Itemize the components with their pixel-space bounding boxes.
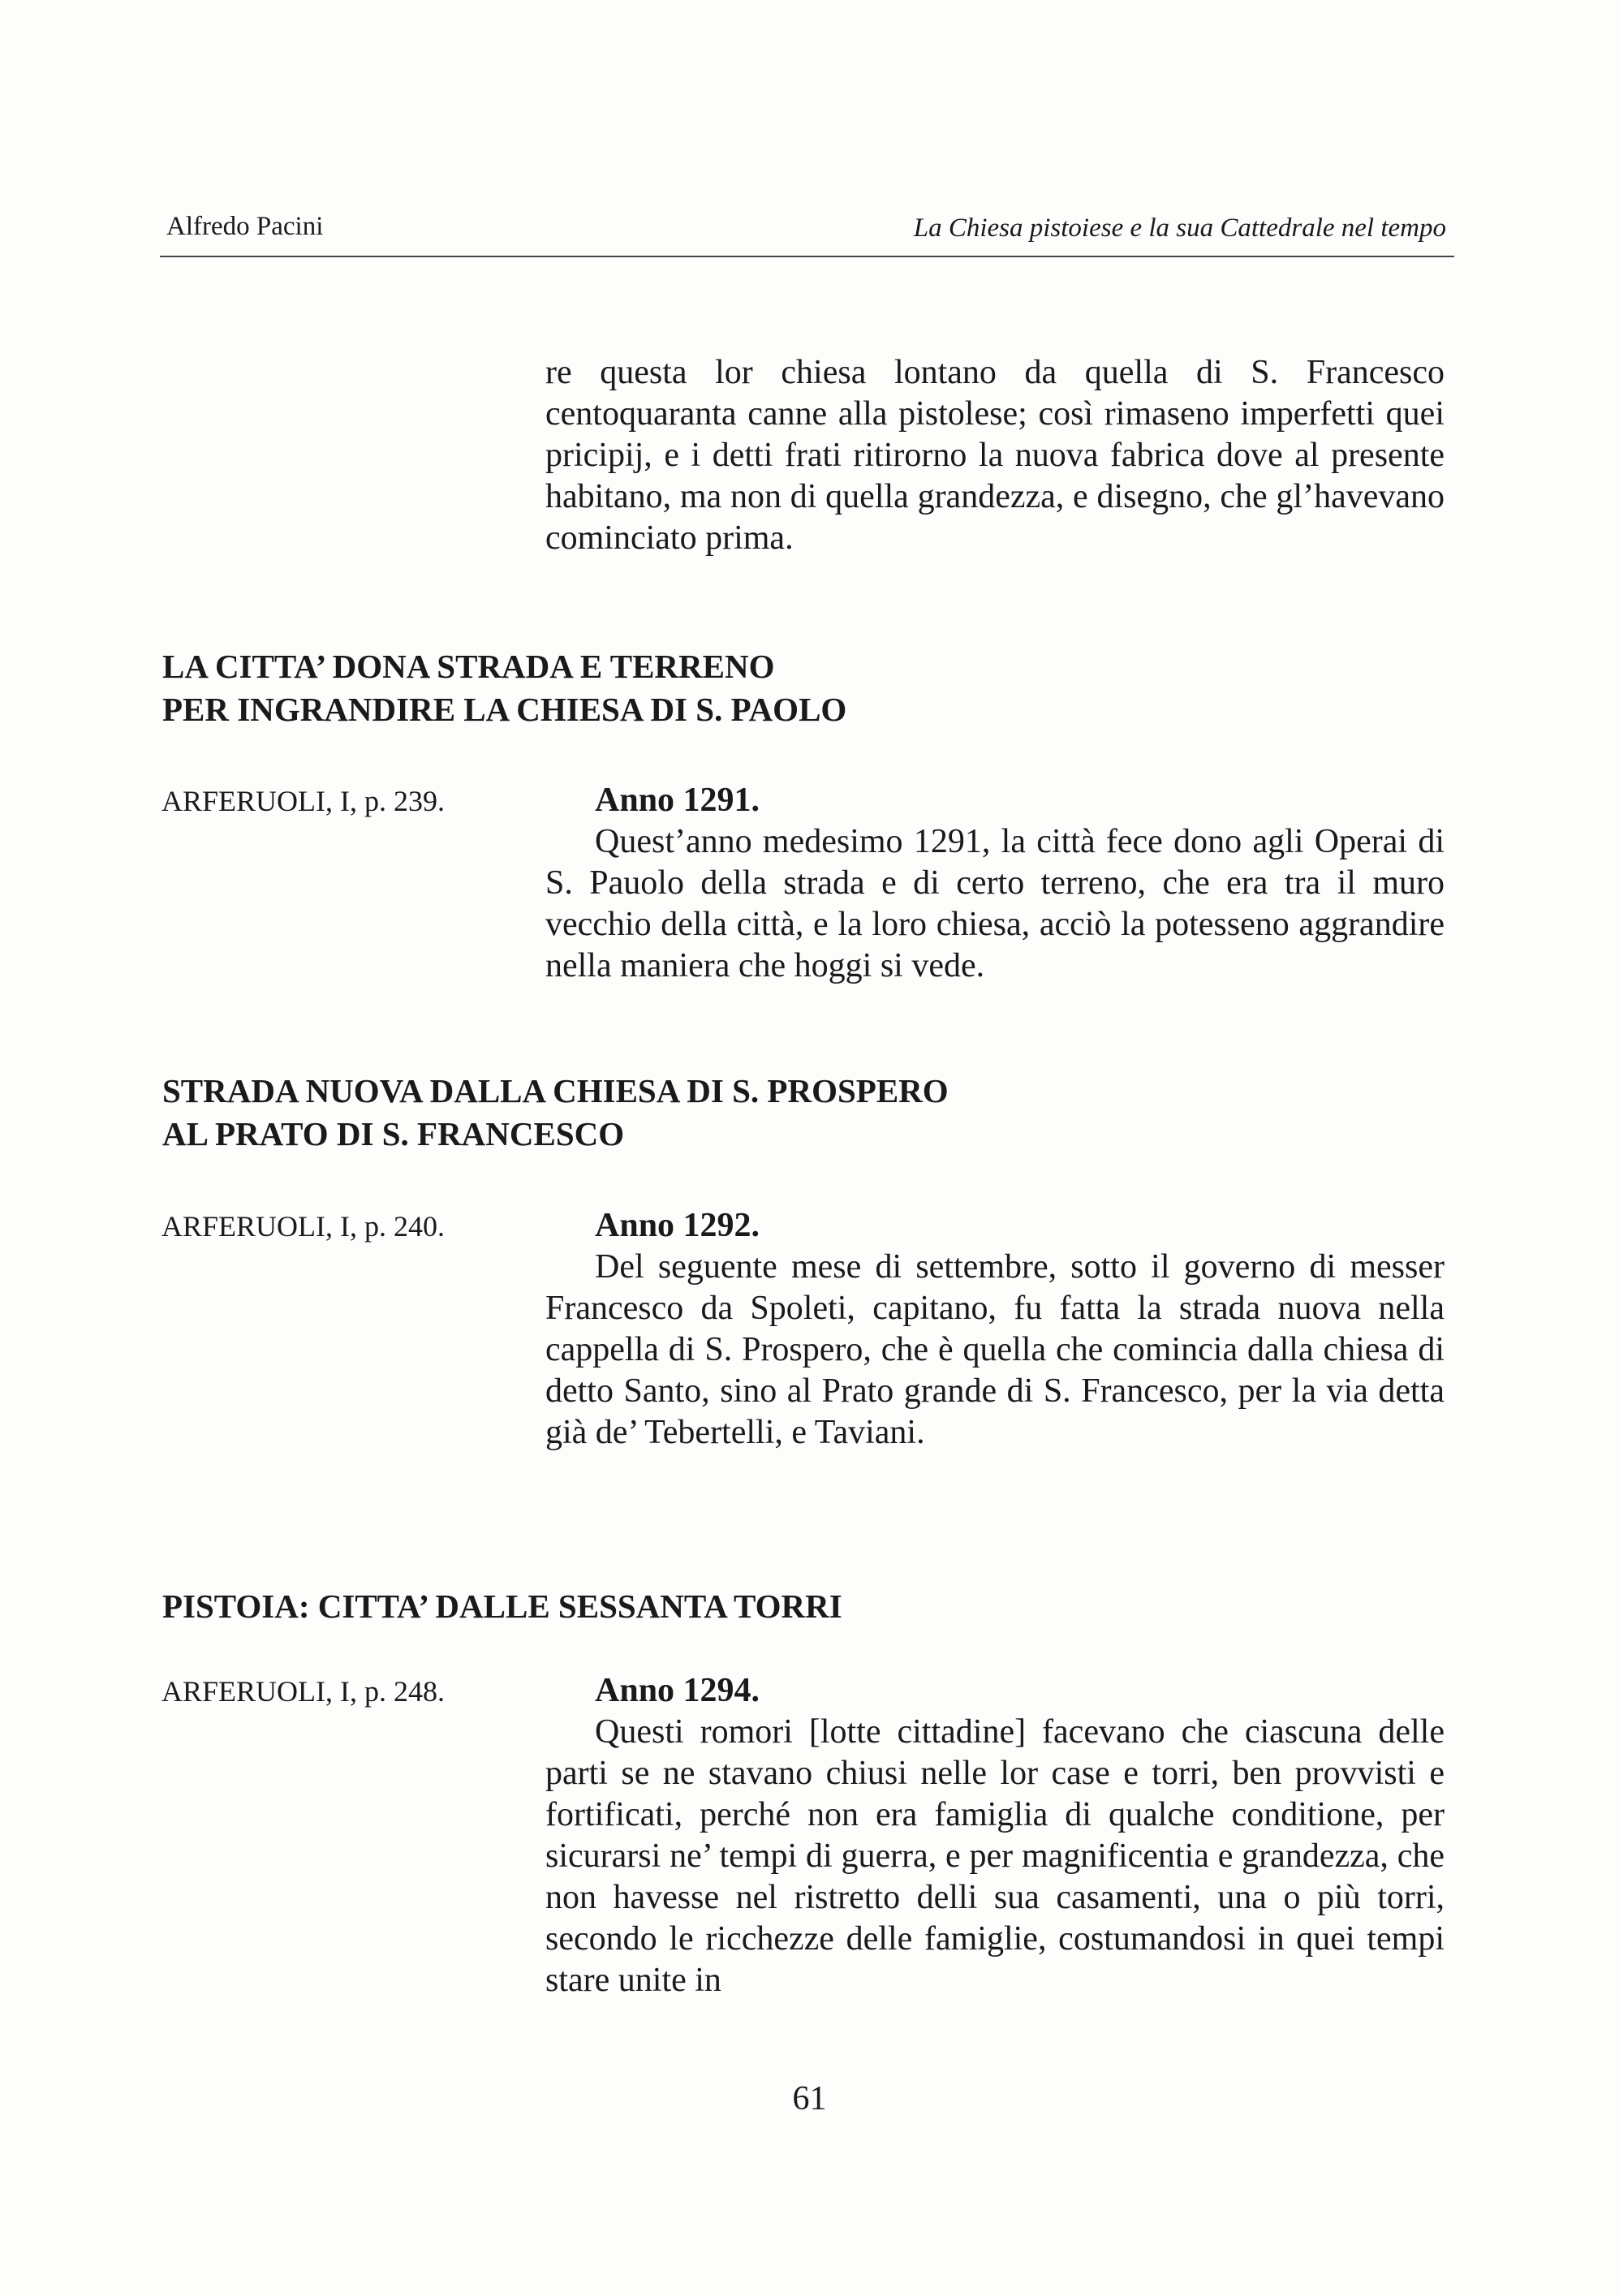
- section-heading-1-line-2: PER INGRANDIRE LA CHIESA DI S. PAOLO: [162, 691, 847, 728]
- source-reference-1: ARFERUOLI, I, p. 239.: [161, 785, 445, 817]
- section-heading-2-line-2: AL PRATO DI S. FRANCESCO: [162, 1115, 625, 1152]
- entry-year-3: Anno 1294.: [595, 1672, 760, 1709]
- entry-text-3: Questi romori [lotte cittadine] facevano che ciascuna delle parti se ne stavano chiusi nelle lor case e torri, ben provvisti e fortificati, perché non era famiglia di qualche conditione, per sicurarsi ne’ tempi di guerra, e per magnificentia e grandezza, che non havesse nel ristretto delli sua casamenti, una o più torri, secondo le ricchezze delle famiglie, costumandosi in quei tempi stare unite in: [545, 1713, 1445, 1999]
- section-heading-2: [162, 1070, 949, 1156]
- section-heading-3-line-1: PISTOIA: CITTA’ DALLE SESSANTA TORRI: [162, 1587, 842, 1625]
- entry-text-1: Quest’anno medesimo 1291, la città fece dono agli Operai di S. Pauolo della strada e di certo terreno, che era tra il muro vecchio della città, e la loro chiesa, acciò la potesseno aggrandire nella maniera che hoggi si vede.: [545, 823, 1445, 984]
- entry-year-2: Anno 1292.: [595, 1207, 760, 1244]
- section-heading-2-line-1: STRADA NUOVA DALLA CHIESA DI S. PROSPERO: [162, 1072, 949, 1109]
- continuation-paragraph: re questa lor chiesa lontano da quella di S. Francesco centoquaranta canne alla pistolese; così rimaseno imperfetti quei pricipij, e i detti frati ritirorno la nuova fabrica dove al presente habitano, ma non di quella grandezza, e disegno, che gl’havevano cominciato prima.: [545, 354, 1445, 557]
- section-heading-3: [162, 1585, 842, 1628]
- entry-year-1: Anno 1291.: [595, 782, 760, 819]
- section-heading-1-line-1: LA CITTA’ DONA STRADA E TERRENO: [162, 648, 775, 685]
- source-reference-2: ARFERUOLI, I, p. 240.: [161, 1210, 445, 1243]
- header-author: Alfredo Pacini: [166, 212, 324, 241]
- section-heading-1: [162, 645, 846, 731]
- running-header: [160, 207, 1454, 257]
- entry-text-2: Del seguente mese di settembre, sotto il governo di messer Francesco da Spoleti, capitano, fu fatta la strada nuova nella cappella di S. Prospero, che è quella che comincia dalla chiesa di detto Santo, sino al Prato grande di S. Francesco, per la via detta già de’ Tebertelli, e Taviani.: [545, 1248, 1445, 1451]
- header-book-title: La Chiesa pistoiese e la sua Cattedrale nel tempo: [913, 213, 1446, 243]
- page-number: 61: [792, 2080, 827, 2117]
- source-reference-3: ARFERUOLI, I, p. 248.: [161, 1675, 445, 1708]
